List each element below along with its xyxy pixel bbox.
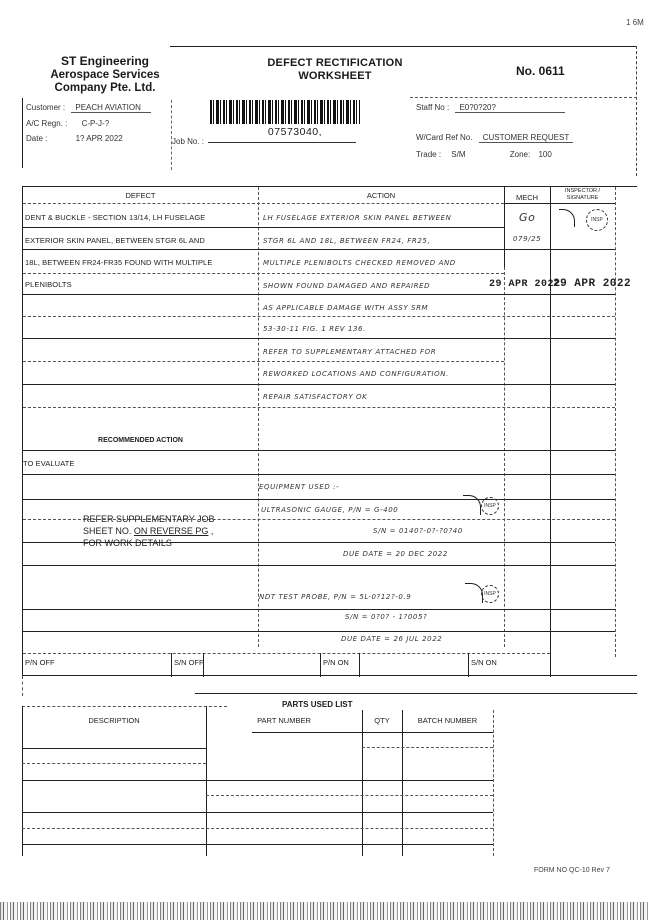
pn-sn-divider xyxy=(320,653,321,677)
company-name xyxy=(30,55,180,96)
reg-field xyxy=(26,119,109,128)
mech-date-stamp: 29 APR 2022 xyxy=(489,279,561,290)
pn-sn-divider xyxy=(171,653,172,677)
parts-header-part-number: PART NUMBER xyxy=(257,716,311,725)
header-staff-rule xyxy=(410,97,637,98)
equipment-line-3: DUE DATE = 20 DEC 2022 xyxy=(343,550,448,558)
pn-on-label: P/N ON xyxy=(323,658,349,667)
trade-value: S/M xyxy=(451,150,466,159)
pn-sn-divider xyxy=(468,653,469,677)
inspector-date-stamp: 29 APR 2022 xyxy=(553,278,632,290)
zone-label: Zone: xyxy=(509,150,531,159)
row-rule xyxy=(23,653,550,654)
inspector-signature xyxy=(559,209,575,227)
title-line-2: WORKSHEET xyxy=(298,70,372,82)
date-value: 1? APR 2022 xyxy=(75,134,123,143)
form-number: FORM NO QC-10 Rev 7 xyxy=(534,867,610,874)
inspector-stamp-3-icon: INSP xyxy=(481,585,499,603)
row-rule xyxy=(23,450,615,451)
row-rule xyxy=(23,361,504,362)
wcard-label: W/Card Ref No. xyxy=(416,133,473,142)
row-rule xyxy=(23,316,615,317)
parts-header-rule xyxy=(22,706,227,707)
parts-row-rule xyxy=(22,763,206,764)
col-divider-defect-action xyxy=(258,187,259,647)
header-right-border xyxy=(636,46,637,176)
row-rule xyxy=(23,474,615,475)
row-rule xyxy=(23,227,504,228)
recommended-action-value: TO EVALUATE xyxy=(23,459,75,468)
col-divider-action-mech-lower xyxy=(504,267,505,647)
header-divider xyxy=(171,100,172,170)
parts-row-rule xyxy=(252,732,493,733)
parts-row-rule xyxy=(22,812,493,813)
job-no-line xyxy=(208,142,356,143)
row-rule xyxy=(23,384,615,385)
row-rule xyxy=(23,609,615,610)
col-divider-mech-insp xyxy=(550,187,551,677)
customer-value: PEACH AVIATION xyxy=(71,103,151,113)
refer-line-2: SHEET NO. ON REVERSE PG , xyxy=(83,526,214,536)
row-rule xyxy=(23,407,615,408)
parts-header-description: DESCRIPTION xyxy=(88,716,140,725)
col-divider-insp-right xyxy=(615,187,616,657)
defect-line-3: 18L, BETWEEN FR24-FR35 FOUND WITH MULTIPLE xyxy=(25,258,213,267)
action-line-8: REWORKED LOCATIONS AND CONFIGURATION. xyxy=(263,370,449,378)
barcode-number: 07573040, xyxy=(267,126,323,138)
wcard-field xyxy=(416,133,573,143)
reg-value: C-P-J-? xyxy=(81,119,110,128)
date-field xyxy=(26,134,123,143)
action-line-7: REFER TO SUPPLEMENTARY ATTACHED FOR xyxy=(263,348,437,356)
refer-line-1: REFER SUPPLEMENTARY JOB xyxy=(83,514,215,524)
sn-off-label: S/N OFF xyxy=(174,658,204,667)
parts-left-border xyxy=(22,676,23,696)
row-rule xyxy=(23,273,504,274)
action-line-6: 53-30-11 FIG. 1 REV 136. xyxy=(263,325,366,333)
header-row-rule xyxy=(23,203,504,204)
col-header-defect: DEFECT xyxy=(125,191,156,200)
header-left-border xyxy=(22,98,23,168)
inspector-signature-2 xyxy=(463,495,481,515)
recommended-action-label: RECOMMENDED ACTION xyxy=(98,437,183,444)
zone-value: 100 xyxy=(538,150,552,159)
col-header-action: ACTION xyxy=(366,191,396,200)
row-rule xyxy=(23,249,615,250)
equipment-line-4: NDT TEST PROBE, P/N = 5L-0?12?-0.9 xyxy=(259,593,412,601)
mech-signature: Go xyxy=(519,211,536,224)
equipment-line-2: S/N = 0140?-0?-?0?40 xyxy=(373,527,463,535)
equipment-line-6: DUE DATE = 26 JUL 2022 xyxy=(341,635,443,643)
equipment-line-5: S/N = 0?0? - 1?005? xyxy=(345,613,428,621)
job-no-label: Job No. : xyxy=(172,137,205,146)
pn-off-label: P/N OFF xyxy=(25,658,55,667)
row-rule xyxy=(23,499,615,500)
parts-row-rule xyxy=(206,795,493,796)
customer-label: Customer : xyxy=(26,103,66,112)
parts-row-rule xyxy=(22,828,493,829)
inspector-stamp-icon: INSP xyxy=(586,209,608,231)
company-line-1: ST Engineering xyxy=(60,54,149,68)
wcard-value: CUSTOMER REQUEST xyxy=(479,133,574,143)
action-line-4: SHOWN FOUND DAMAGED AND REPAIRED xyxy=(263,282,431,290)
parts-col-divider xyxy=(206,706,207,856)
action-line-2: STGR 6L AND 18L, BETWEEN FR24, FR25, xyxy=(263,237,431,245)
refer-sheet-label: SHEET NO. xyxy=(83,526,132,536)
page-corner-mark: 1 6M xyxy=(626,18,644,27)
title-line-1: DEFECT RECTIFICATION xyxy=(267,57,403,69)
reg-label: A/C Regn. : xyxy=(26,119,68,128)
document-title xyxy=(240,57,430,83)
equipment-line-1: ULTRASONIC GAUGE, P/N = G-400 xyxy=(261,506,399,514)
defect-table xyxy=(22,186,637,676)
parts-row-rule xyxy=(22,748,206,749)
trade-label: Trade : xyxy=(416,150,442,159)
mech-staff-no: 079/25 xyxy=(513,235,542,243)
defect-line-1: DENT & BUCKLE - SECTION 13/14, LH FUSELAGE xyxy=(25,213,206,222)
header-row-rule-right xyxy=(504,203,615,204)
parts-list-title: PARTS USED LIST xyxy=(282,700,353,709)
company-line-3: Company Pte. Ltd. xyxy=(54,82,156,94)
defect-line-2: EXTERIOR SKIN PANEL, BETWEEN STGR 6L AND xyxy=(25,236,205,245)
sn-on-label: S/N ON xyxy=(471,658,497,667)
row-rule xyxy=(23,294,615,295)
action-line-1: LH FUSELAGE EXTERIOR SKIN PANEL BETWEEN xyxy=(263,214,452,222)
refer-line-3: FOR WORK DETAILS xyxy=(83,538,172,548)
action-line-3: MULTIPLE PLENIBOLTS CHECKED REMOVED AND xyxy=(263,259,456,267)
row-rule xyxy=(23,631,615,632)
barcode xyxy=(210,100,360,124)
document-number: No. 0611 xyxy=(516,64,565,78)
parts-header-qty: QTY xyxy=(374,716,390,725)
date-label: Date : xyxy=(26,134,48,143)
parts-header-batch-number: BATCH NUMBER xyxy=(417,716,478,725)
parts-top-rule xyxy=(195,693,637,694)
inspector-stamp-2-icon: INSP xyxy=(481,497,499,515)
row-rule xyxy=(23,565,615,566)
pn-sn-divider xyxy=(359,653,360,677)
col-header-inspector: INSPECTOR / SIGNATURE xyxy=(564,188,601,201)
action-line-5: AS APPLICABLE DAMAGE WITH ASSY SRM xyxy=(263,304,429,312)
action-line-9: REPAIR SATISFACTORY OK xyxy=(263,393,368,401)
parts-row-rule xyxy=(22,780,493,781)
parts-col-left xyxy=(22,706,23,856)
defect-line-4: PLENIBOLTS xyxy=(25,280,72,289)
staff-value: E0?0?20? xyxy=(455,103,565,113)
customer-field xyxy=(26,103,151,113)
refer-sheet-value: ON REVERSE PG xyxy=(133,526,209,536)
equipment-label: EQUIPMENT USED :- xyxy=(259,483,340,491)
company-line-2: Aerospace Services xyxy=(50,68,160,81)
trade-field xyxy=(416,150,552,159)
row-rule xyxy=(23,338,615,339)
staff-field xyxy=(416,103,565,113)
parts-col-right xyxy=(493,710,494,856)
header-top-rule xyxy=(170,46,637,47)
parts-row-rule xyxy=(362,747,493,748)
scan-edge-noise xyxy=(0,902,650,920)
refer-supplementary-note xyxy=(83,513,215,549)
parts-row-rule xyxy=(22,844,493,845)
col-header-mech: MECH xyxy=(515,193,539,202)
parts-table xyxy=(22,696,637,856)
staff-label: Staff No : xyxy=(416,103,450,112)
